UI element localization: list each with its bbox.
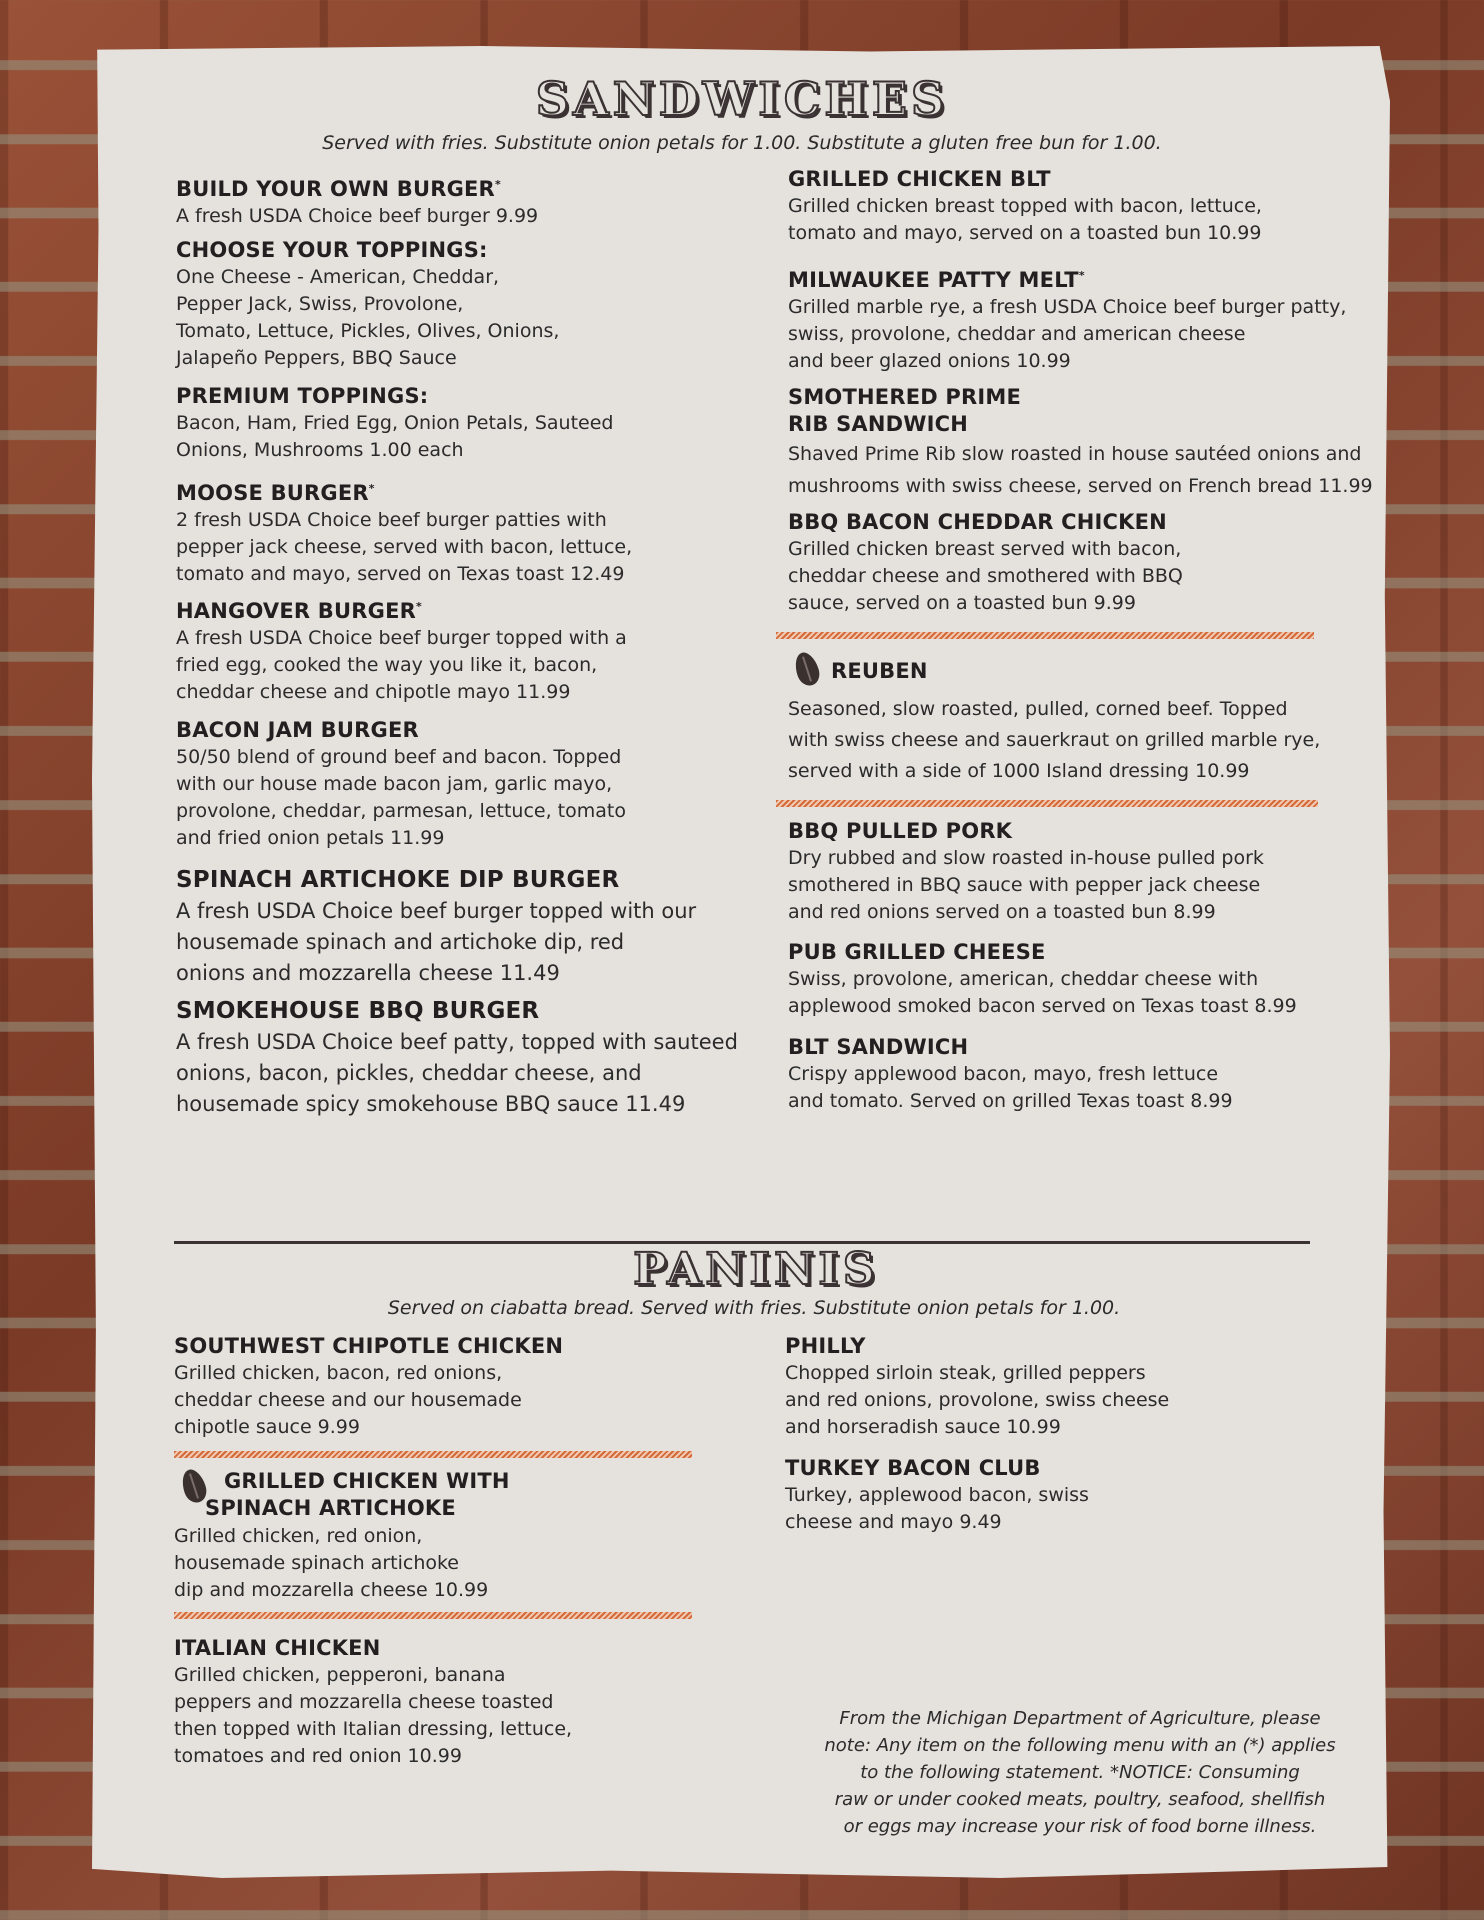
divider — [174, 1451, 692, 1458]
item-name: SMOTHERED PRIME RIB SANDWICH — [788, 385, 1021, 436]
item-description: 50/50 blend of ground beef and bacon. Topped with our house made bacon jam, garlic mayo, provolone, cheddar, parmesan, lettuce, tomato and fried onion petals 11.99 — [176, 746, 626, 849]
item-name: SPINACH ARTICHOKE DIP BURGER — [176, 867, 620, 893]
menu-item — [785, 1455, 1089, 1536]
item-name: PHILLY — [785, 1334, 866, 1358]
menu-item-featured — [205, 1468, 510, 1522]
health-notice: From the Michigan Department of Agriculture, please note: Any item on the following menu with an (*) applies to the following statement. *NOTICE: Consuming raw or under cooked meats, poultry, seafood, shellfish or eggs may increase your risk of food borne illness. — [824, 1708, 1336, 1837]
item-name: PUB GRILLED CHEESE — [788, 940, 1046, 964]
sandwiches-title: SANDWICHES — [535, 72, 949, 126]
item-description: A fresh USDA Choice beef burger topped with our housemade spinach and artichoke dip, red onions and mozzarella cheese 11.49 — [176, 899, 697, 985]
item-description: Shaved Prime Rib slow roasted in house sautéed onions and mushrooms with swiss cheese, served on French bread 11.99 — [788, 443, 1373, 497]
item-name: SOUTHWEST CHIPOTLE CHICKEN — [174, 1334, 564, 1358]
menu-item — [788, 1034, 1233, 1115]
menu-item — [176, 383, 613, 464]
item-name: MOOSE BURGER — [176, 481, 369, 505]
item-description: Grilled chicken, bacon, red onions, cheddar cheese and our housemade chipotle sauce 9.99 — [174, 1362, 522, 1438]
menu-item — [176, 593, 627, 706]
menu-item — [176, 475, 632, 588]
sandwiches-subtitle: Served with fries. Substitute onion petals for 1.00. Substitute a gluten free bun for 1.00. — [322, 132, 1162, 154]
menu-item — [788, 939, 1297, 1020]
item-description: Crispy applewood bacon, mayo, fresh lettuce and tomato. Served on grilled Texas toast 8.99 — [788, 1063, 1233, 1112]
notice-star: * — [368, 482, 375, 495]
item-name: REUBEN — [831, 659, 928, 683]
item-description: One Cheese - American, Cheddar, Pepper Jack, Swiss, Provolone, Tomato, Lettuce, Pickles, Olives, Onions, Jalapeño Peppers, BBQ Sauce — [176, 266, 560, 369]
notice-star: * — [494, 178, 501, 191]
item-description: 2 fresh USDA Choice beef burger patties with pepper jack cheese, served with bacon, lettuce, tomato and mayo, served on Texas toast 12.49 — [176, 509, 633, 585]
menu-item — [788, 166, 1262, 247]
item-description: A fresh USDA Choice beef patty, topped with sauteed onions, bacon, pickles, cheddar cheese, and housemade spicy smokehouse BBQ sauce 11.49 — [176, 1030, 738, 1116]
item-description: Grilled chicken, pepperoni, banana peppers and mozzarella cheese toasted then topped with Italian dressing, lettuce, tomatoes and red onion 10.99 — [174, 1664, 573, 1767]
menu-item — [785, 1333, 1169, 1441]
item-description: Grilled chicken breast topped with bacon, lettuce, tomato and mayo, served on a toasted bun 10.99 — [788, 195, 1262, 244]
menu-item-description-block — [788, 694, 1320, 787]
item-name: MILWAUKEE PATTY MELT — [788, 268, 1079, 292]
divider — [174, 1612, 692, 1619]
item-description: Swiss, provolone, american, cheddar cheese with applewood smoked bacon served on Texas toast 8.99 — [788, 968, 1297, 1017]
item-description: Bacon, Ham, Fried Egg, Onion Petals, Sauteed Onions, Mushrooms 1.00 each — [176, 412, 614, 461]
paninis-subtitle: Served on ciabatta bread. Served with fries. Substitute onion petals for 1.00. — [387, 1297, 1121, 1319]
item-description: Grilled chicken, red onion, housemade spinach artichoke dip and mozzarella cheese 10.99 — [174, 1525, 489, 1601]
menu-item — [788, 262, 1346, 375]
item-description: Dry rubbed and slow roasted in-house pulled pork smothered in BBQ sauce with pepper jack cheese and red onions served on a toasted bun 8.99 — [788, 847, 1264, 923]
notice-star: * — [1078, 269, 1085, 282]
item-name: BLT SANDWICH — [788, 1035, 969, 1059]
item-name: BBQ PULLED PORK — [788, 819, 1013, 843]
item-name: GRILLED CHICKEN WITH SPINACH ARTICHOKE — [205, 1469, 510, 1520]
item-description: Grilled chicken breast served with bacon, cheddar cheese and smothered with BBQ sauce, served on a toasted bun 9.99 — [788, 538, 1183, 614]
item-description: Chopped sirloin steak, grilled peppers and red onions, provolone, swiss cheese and horseradish sauce 10.99 — [785, 1362, 1170, 1438]
item-name: BUILD YOUR OWN BURGER — [176, 177, 495, 201]
menu-item — [176, 171, 538, 230]
menu-item — [176, 865, 696, 989]
item-description: Grilled marble rye, a fresh USDA Choice beef burger patty, swiss, provolone, cheddar and american cheese and beer glazed onions 10.99 — [788, 296, 1347, 372]
menu-item — [176, 996, 738, 1120]
item-name: PREMIUM TOPPINGS: — [176, 384, 429, 408]
item-name: HANGOVER BURGER — [176, 599, 416, 623]
menu-item — [788, 509, 1183, 617]
item-name: ITALIAN CHICKEN — [174, 1636, 381, 1660]
menu-item-featured — [831, 658, 928, 685]
notice-star: * — [416, 600, 422, 613]
menu-item — [176, 717, 626, 852]
item-name: CHOOSE YOUR TOPPINGS: — [176, 238, 488, 262]
item-name: SMOKEHOUSE BBQ BURGER — [176, 998, 540, 1024]
item-description: Turkey, applewood bacon, swiss cheese and mayo 9.49 — [785, 1484, 1089, 1533]
menu-item — [788, 818, 1264, 926]
menu-item — [174, 1333, 563, 1441]
menu-item — [174, 1635, 572, 1770]
menu-item-description-block — [174, 1523, 488, 1604]
item-name: GRILLED CHICKEN BLT — [788, 167, 1051, 191]
item-description: Seasoned, slow roasted, pulled, corned beef. Topped with swiss cheese and sauerkraut on grilled marble rye, served with a side of 1000 Island dressing 10.99 — [788, 698, 1321, 782]
paninis-title: PANINIS — [633, 1244, 879, 1295]
divider — [776, 800, 1318, 807]
menu-item — [788, 384, 1373, 502]
item-description: A fresh USDA Choice beef burger 9.99 — [176, 205, 539, 227]
item-description: A fresh USDA Choice beef burger topped with a fried egg, cooked the way you like it, bacon, cheddar cheese and chipotle mayo 11.99 — [176, 627, 627, 703]
item-name: TURKEY BACON CLUB — [785, 1456, 1041, 1480]
item-name: BACON JAM BURGER — [176, 718, 419, 742]
menu-item — [176, 237, 559, 372]
item-name: BBQ BACON CHEDDAR CHICKEN — [788, 510, 1167, 534]
divider — [776, 632, 1314, 639]
